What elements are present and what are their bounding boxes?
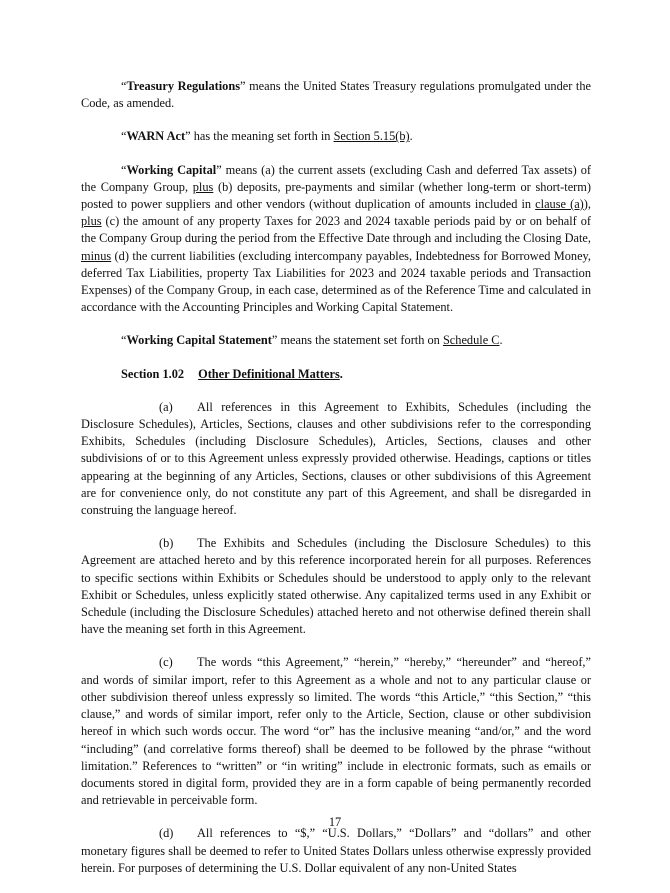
definition-text: means the United States Treasury regulations promulgated under the Code, as amended.	[81, 79, 591, 111]
clause-label: (d)	[159, 826, 174, 841]
clause-b	[81, 535, 591, 638]
underlined-operator: plus	[192, 179, 214, 194]
clause-label: (b)	[159, 536, 174, 551]
clause-label: (a)	[159, 399, 173, 414]
clause-text: The Exhibits and Schedules (including the Disclosure Schedules) to this Agreement are attached hereto and by this reference incorporated herein for all purposes. References to specific sections within Exhibits or Schedules should be understood to apply only to the relevant Exhibit or Schedules, unless explicitly stated otherwise. Any capitalized terms used in any Exhibit or Schedule (including the Disclosure Schedules) attached hereto and not otherwise defined therein shall have the meaning set forth in this Agreement.	[81, 536, 591, 637]
def-warn-act: “WARN Act” has the meaning set forth in Section 5.15(b).	[121, 129, 413, 144]
section-title: Other Definitional Matters	[198, 366, 340, 381]
underlined-operator: plus	[81, 214, 102, 229]
section-title-punct: .	[339, 366, 343, 381]
section-heading	[121, 366, 591, 383]
underlined-operator: minus	[81, 248, 112, 263]
schedule-reference-link[interactable]: Schedule C	[442, 333, 500, 348]
def-working-capital-statement: “Working Capital Statement” means the statement set forth on Schedule C.	[121, 333, 503, 348]
definition-text: (b) deposits, pre-payments and similar (whether long-term or short-term) posted to power suppliers and other vendors (without duplication of amounts included in	[81, 179, 591, 212]
clause-reference: clause (a)	[535, 197, 584, 212]
defined-term: Working Capital Statement	[126, 333, 272, 348]
defined-term: Treasury Regulations	[126, 79, 241, 93]
definition-text: (d) the current liabilities (excluding intercompany payables, Indebtedness for Borrowed Money, deferred Tax Liabilities, property Tax Liabilities for 2023 and 2024 taxable periods and Transaction Expenses) of the Company Group, in each case, determined as of the Reference Time and calculated in accordance with the Accounting Principles and Working Capital Statement.	[81, 248, 591, 315]
clause-c	[81, 654, 591, 809]
page-number: 17	[328, 815, 342, 829]
clause-text: All references in this Agreement to Exhibits, Schedules (including the Disclosure Schedules), Articles, Sections, clauses and other subdivisions refer to the corresponding Exhibits, Schedules (including Disclosure Schedules), Articles, Sections, clauses and other subdivisions of or to this Agreement unless expressly provided otherwise. Headings, captions or titles appearing at the beginning of any Articles, Sections, clauses or other subdivisions of this Agreement are for convenience only, do not constitute any part of this Agreement, and shall be disregarded in construing the language hereof.	[81, 399, 591, 518]
def-working-capital: “Working Capital” means (a) the current assets (excluding Cash and deferred Tax assets) of the Company Group, plus (b) deposits, pre-payments and similar (whether long-term or short-term) posted to power suppliers and other vendors (without duplication of amounts included in clause (a)), plus (c) the amount of any property Taxes for 2023 and 2024 taxable periods paid by or on behalf of the Company Group during the period from the Effective Date through and including the Closing Date, minus (d) the current liabilities (excluding intercompany payables, Indebtedness for Borrowed Money, deferred Tax Liabilities, property Tax Liabilities for 2023 and 2024 taxable periods and Transaction Expenses) of the Company Group, in each case, determined as of the Reference Time and calculated in accordance with the Accounting Principles and Working Capital Statement.	[81, 162, 591, 315]
section-number: Section 1.02	[121, 366, 185, 381]
definition-text: means (a) the current assets (excluding Cash and deferred Tax assets) of the Company Group,	[81, 162, 591, 194]
defined-term: Working Capital	[126, 162, 217, 177]
definition-text: means the statement set forth on	[277, 333, 443, 348]
definition-text: ),	[583, 197, 591, 212]
defined-term: WARN Act	[126, 129, 186, 144]
definition-text: .	[499, 333, 503, 348]
clause-text: All references to “$,” “U.S. Dollars,” “Dollars” and “dollars” and other monetary figures shall be deemed to refer to United States Dollars unless otherwise expressly provided herein. For purposes of determining the U.S. Dollar equivalent of any non-United States	[81, 826, 591, 875]
clause-a	[81, 399, 591, 519]
document-page	[81, 78, 591, 893]
clause-d	[81, 825, 591, 877]
def-treasury-regulations: “Treasury Regulations” means the United States Treasury regulations promulgated under the Code, as amended.	[81, 79, 591, 111]
clause-text: The words “this Agreement,” “herein,” “hereby,” “hereunder” and “hereof,” and words of similar import, refer to this Agreement as a whole and not to any particular clause or other subdivision thereof unless expressly so limited. The words “this Article,” “this Section,” “this clause,” and words of similar import, refer only to the Article, Section, clause or other subdivision hereof in which such words occur. The word “or” has the inclusive meaning “and/or,” and the word “including” (and correlative forms thereof) shall be deemed to be followed by the phrase “without limitation.” References to “written” or “in writing” include in electronic formats, such as emails or documents stored in digital form, provided they are in a form capable of being permanently recorded and retrievable in perceivable form.	[81, 655, 591, 808]
definition-text: (c) the amount of any property Taxes for 2023 and 2024 taxable periods paid by or on behalf of the Company Group during the period from the Effective Date through and including the Closing Date,	[81, 214, 591, 246]
section-reference-link[interactable]: Section 5.15(b)	[333, 129, 410, 144]
definition-text: .	[409, 129, 413, 144]
definition-text: has the meaning set forth in	[190, 129, 334, 144]
clause-label: (c)	[159, 655, 173, 670]
